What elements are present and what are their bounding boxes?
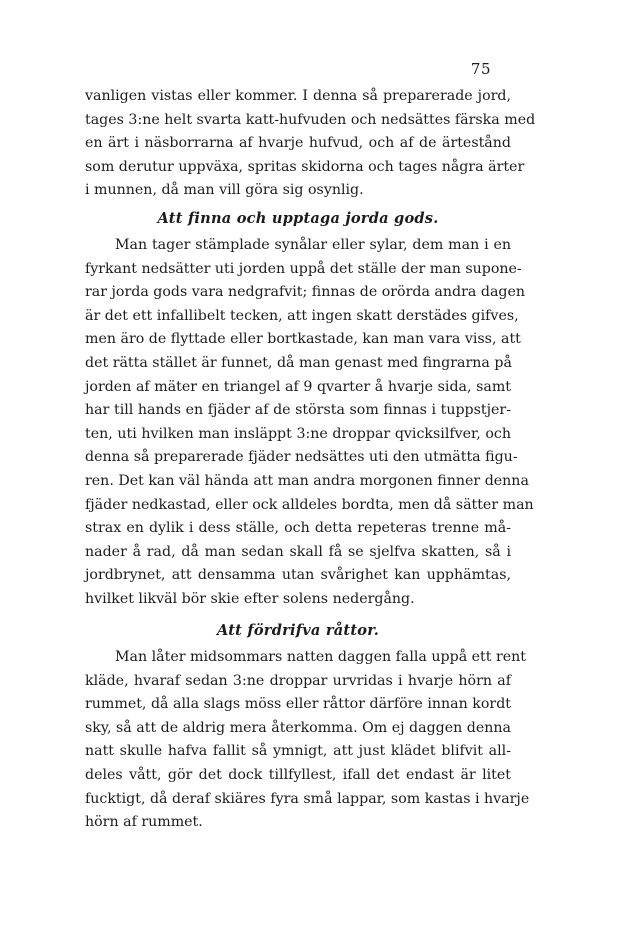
text-line: har till hands en fjäder af de största som finnas i tuppstjer- bbox=[85, 402, 511, 419]
text-line: strax en dylik i dess ställe, och detta repeteras trenne må- bbox=[85, 520, 511, 537]
text-line: nader å rad, då man sedan skall få se sjelfva skatten, så i bbox=[85, 543, 511, 560]
text-line: hörn af rummet. bbox=[85, 814, 203, 831]
text-line: i munnen, då man vill göra sig osynlig. bbox=[85, 182, 364, 199]
section-heading: Att fördrifva råttor. bbox=[216, 622, 380, 639]
text-line: men äro de flyttade eller bortkastade, kan man vara viss, att bbox=[85, 331, 521, 348]
section-heading: Att finna och upptaga jorda gods. bbox=[157, 210, 439, 227]
text-line: hvilket likväl bör skie efter solens nedergång. bbox=[85, 590, 415, 607]
text-line: tages 3:ne helt svarta katt-hufvuden och nedsättes färska med bbox=[85, 111, 536, 128]
text-line: ten, uti hvilken man insläppt 3:ne droppar qvicksilfver, och bbox=[85, 425, 511, 442]
text-line: rummet, då alla slags möss eller råttor därföre innan kordt bbox=[85, 696, 511, 713]
page-number: 75 bbox=[470, 60, 491, 78]
text-line: fucktigt, då deraf skiäres fyra små lappar, som kastas i hvarje bbox=[85, 790, 530, 807]
text-line: sky, så att de aldrig mera återkomma. Om ej daggen denna bbox=[85, 719, 511, 736]
text-line: fjäder nedkastad, eller ock alldeles bordta, men då sätter man bbox=[85, 496, 534, 513]
text-line: jorden af mäter en triangel af 9 qvarter å hvarje sida, samt bbox=[85, 378, 511, 395]
text-line: kläde, hvaraf sedan 3:ne droppar urvridas i hvarje hörn af bbox=[85, 672, 511, 689]
section-paragraph bbox=[85, 646, 530, 835]
text-line: Man låter midsommars natten daggen falla uppå ett rent bbox=[115, 649, 526, 665]
intro-paragraph bbox=[85, 85, 536, 203]
text-line: natt skulle hafva fallit så ymnigt, att just klädet blifvit all- bbox=[85, 743, 511, 760]
text-line: rar jorda gods vara nedgrafvit; finnas de orörda andra dagen bbox=[85, 284, 526, 301]
text-line: en ärt i näsborrarna af hvarje hufvud, och af de ärtestånd bbox=[85, 135, 511, 152]
text-line: vanligen vistas eller kommer. I denna så preparerade jord, bbox=[85, 88, 511, 104]
text-line: som derutur uppväxa, spritas skidorna och tages några ärter bbox=[85, 158, 525, 175]
text-line: Man tager stämplade synålar eller sylar, dem man i en bbox=[115, 237, 511, 253]
text-line: är det ett infallibelt tecken, att ingen skatt derstädes gifves, bbox=[85, 307, 519, 324]
text-line: ren. Det kan väl hända att man andra morgonen finner denna bbox=[85, 472, 529, 489]
text-line: jordbrynet, att densamma utan svårighet kan upphämtas, bbox=[85, 567, 511, 584]
text-line: deles vått, gör det dock tillfyllest, ifall det endast är litet bbox=[85, 766, 511, 783]
text-line: fyrkant nedsätter uti jorden uppå det ställe der man supone- bbox=[85, 260, 522, 277]
text-line: denna så preparerade fjäder nedsättes uti den utmätta figu- bbox=[85, 449, 518, 466]
text-line: det rätta stället är funnet, då man genast med fingrarna på bbox=[85, 354, 512, 371]
section-paragraph bbox=[85, 234, 534, 612]
